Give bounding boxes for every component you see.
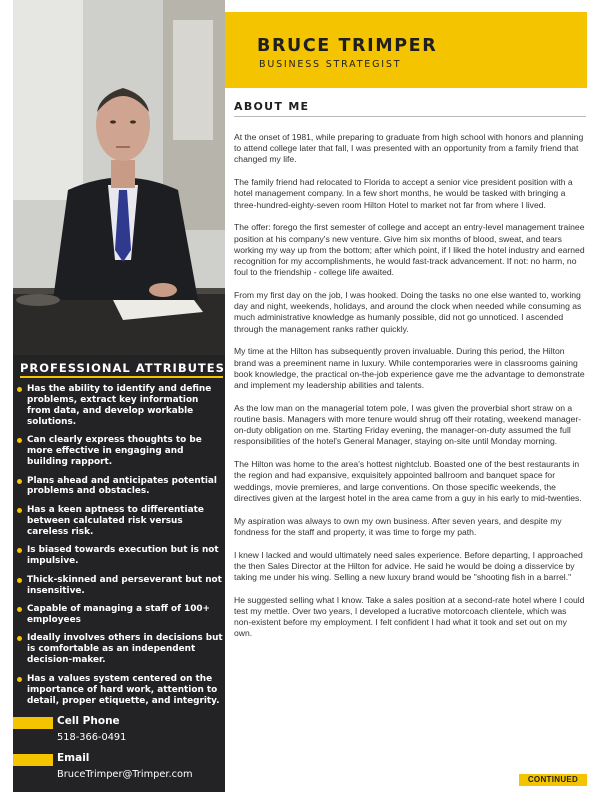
list-item: Thick-skinned and perseverant but not insensitive. [17,575,223,597]
list-item: Has a values system centered on the importance of hard work, attention to detail, proper etiquette, and integrity. [17,674,223,707]
attributes-heading: PROFESSIONAL ATTRIBUTES [20,361,225,375]
about-paragraph: My aspiration was always to own my own business. After seven years, and despite my fondness for the staff and property, it was time to forge my path. [234,515,562,537]
bullet-icon [17,677,22,682]
about-paragraph: I knew I lacked and would ultimately need sales experience. Before departing, I approached the then Sales Director at the Hilton for advice. He said he would be doing a disservice by taking me under his wing. Selling a new luxury brand would be "shooting fish in a barrel." [234,549,583,583]
about-paragraph: The family friend had relocated to Florida to accept a senior vice president position with a hotel management company. In a few short months, he would be tasked with bringing a three-hundred-eighty-seven room Hilton Hotel to market not far from where I lived. [234,177,573,210]
list-item: Ideally involves others in decisions but is comfortable as an independent decision-maker. [17,633,223,666]
bullet-icon [17,607,22,612]
person-name: BRUCE TRIMPER [257,36,438,56]
list-item: Has a keen aptness to differentiate between calculated risk versus careless risk. [17,505,223,538]
attributes-list [17,384,223,714]
phone-accent-bar [13,717,53,729]
portrait-illustration [13,0,225,355]
bullet-icon [17,438,22,443]
portrait-photo [13,0,225,355]
phone-label: Cell Phone [57,715,120,727]
about-paragraph: He suggested selling what I know. Take a sales position at a second-rate hotel where I could test my mettle. Over two years, I developed a lucrative motorcoach clientele, which was non-existent before my employment. I felt confident I had what it took and set out on my own. [234,594,585,639]
bullet-icon [17,636,22,641]
about-paragraph: From my first day on the job, I was hooked. Doing the tasks no one else wanted to, working day and night, weekends, holidays, and around the clock when needed while consuming as much administrative knowledge as humanly possible, did not go unnoticed. I ascended through the management ranks rather quickly. [234,290,582,334]
list-item: Can clearly express thoughts to be more effective in engaging and building rapport. [17,435,223,468]
about-paragraph: At the onset of 1981, while preparing to graduate from high school with honors and planning to attend college later that fall, I was presented with an opportunity from a family friend that changed my life. [234,132,584,165]
bullet-icon [17,479,22,484]
about-divider [234,116,586,117]
email-accent-bar [13,754,53,766]
list-item: Plans ahead and anticipates potential problems and obstacles. [17,476,223,498]
person-title: BUSINESS STRATEGIST [259,59,402,70]
bullet-icon [17,387,22,392]
phone-number[interactable]: 518-366-0491 [57,732,127,743]
continued-badge: CONTINUED [519,774,587,786]
bullet-icon [17,508,22,513]
list-item: Capable of managing a staff of 100+ employees [17,604,223,626]
about-paragraph: The Hilton was home to the area's hottest nightclub. Boasted one of the best restaurants in the region and had expansive, exquisitely appointed ballroom and banquet space for weddings, movie premieres, and large conventions. On those specific weekends, the directives given at the largest hotel in the area came from a guy in his early to mid-twenties. [234,459,582,503]
about-paragraph: The offer: forego the first semester of college and accept an entry-level management trainee position at his company's new venture. Give him six months of blood, sweat, and tears working my way up from the bottom; after which point, if I liked the hotel industry and earned recognition for my accomplishments, he would fast-track advancement. If not: no harm, no foul to the friendship - college life awaited. [234,222,585,278]
list-item: Is biased towards execution but is not impulsive. [17,545,223,567]
about-body [234,132,586,651]
bullet-icon [17,578,22,583]
about-paragraph: My time at the Hilton has subsequently proven invaluable. During this period, the Hilton brand was a preeminent name in luxury. While contemporaries were in classrooms gaining book knowledge, the practical on-the-job experience gave me the advantage to demonstrate and implement my leadership abilities and talents. [234,346,585,391]
sidebar [13,0,225,792]
email-label: Email [57,752,90,764]
attributes-divider [20,376,223,378]
about-paragraph: As the low man on the managerial totem pole, I was given the proverbial short straw on a routine basis. Managers with more tenure would shrug off their rotating, weekend manager-on-duty obligation on me. Starting Friday evening, the manager-on-duty assumed the full responsibilities of the hotel's General Manager, staying on-site until Monday morning. [234,402,582,447]
header-banner [225,12,587,88]
list-item: Has the ability to identify and define problems, extract key information from data, and develop workable solutions. [17,384,223,428]
email-address[interactable]: BruceTrimper@Trimper.com [57,769,193,780]
bullet-icon [17,548,22,553]
about-heading: ABOUT ME [234,100,310,113]
